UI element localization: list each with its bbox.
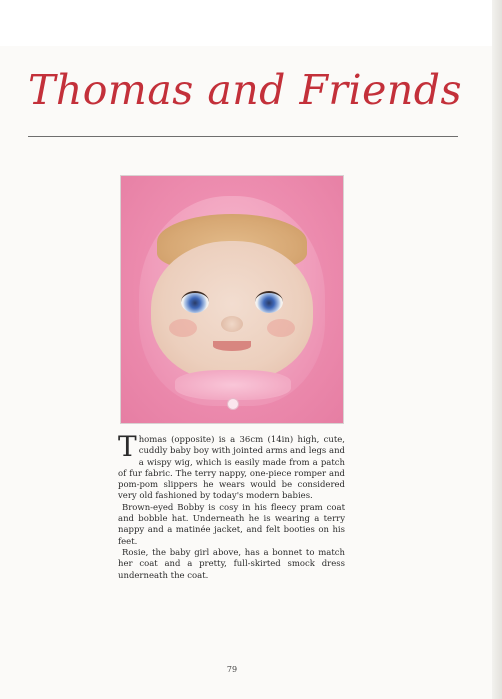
coat-button	[227, 398, 239, 410]
body-text	[118, 430, 345, 582]
doll-photo	[120, 175, 344, 424]
left-eye	[181, 291, 209, 313]
right-eye	[255, 291, 283, 313]
page-number: 79	[226, 665, 238, 674]
paragraph-1-text: homas (opposite) is a 36cm (14in) high, cute, cuddly baby boy with jointed arms and legs and a wispy wig, which is easily made from a patch of fur fabric. The terry nappy, one-piece romper and pom-pom slippers he wears would be considered very old fashioned by today's modern babies.	[118, 435, 345, 502]
page-edge-shadow	[492, 0, 502, 699]
doll-mouth	[213, 341, 251, 351]
paragraph-2: Brown-eyed Bobby is cosy in his fleecy pram coat and bobble hat. Underneath he is wearing a terry nappy and a matinée jacket, and felt booties on his feet.	[118, 502, 345, 547]
paragraph-1	[118, 430, 345, 503]
doll-nose	[221, 316, 243, 332]
drop-cap: T	[118, 430, 137, 463]
paragraph-3: Rosie, the baby girl above, has a bonnet to match her coat and a pretty, full-skirted smock dress underneath the coat.	[118, 547, 345, 581]
right-cheek	[267, 319, 295, 337]
top-margin	[0, 0, 502, 46]
left-cheek	[169, 319, 197, 337]
page-title: Thomas and Friends	[28, 66, 463, 114]
title-rule	[28, 136, 458, 137]
ribbon-bow	[175, 370, 291, 400]
doll-face	[151, 241, 313, 381]
